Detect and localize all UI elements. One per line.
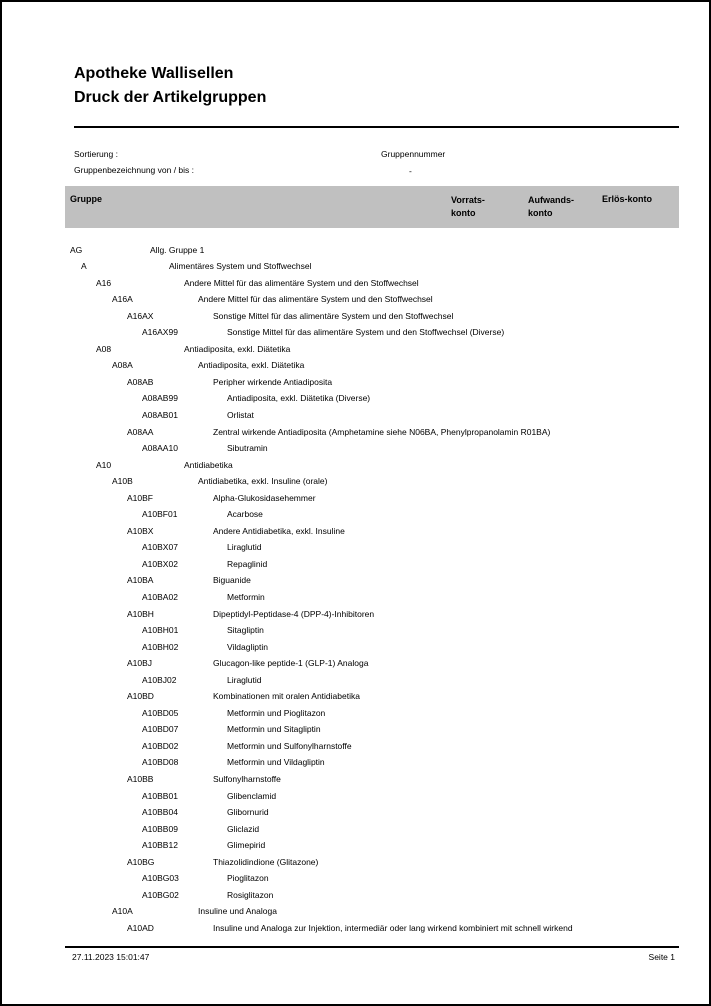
group-description: Sonstige Mittel für das alimentäre System und den Stoffwechsel (Diverse) <box>227 327 505 338</box>
group-description: Sitagliptin <box>227 625 264 636</box>
group-code: A10BD07 <box>142 724 179 735</box>
table-row <box>2 242 711 259</box>
sortierung-label: Sortierung : <box>74 149 118 159</box>
group-code: A10BB09 <box>142 823 178 834</box>
group-code: A08AB99 <box>142 393 178 404</box>
group-code: A10BF <box>127 492 153 503</box>
group-description: Zentral wirkende Antiadiposita (Amphetamine siehe N06BA, Phenylpropanolamin R01BA) <box>213 426 551 437</box>
table-row <box>2 358 711 375</box>
group-description: Antidiabetika <box>184 459 233 470</box>
table-row <box>2 507 711 524</box>
table-row <box>2 441 711 458</box>
table-row <box>2 639 711 656</box>
group-code: A10BD08 <box>142 757 179 768</box>
gruppennummer-value: - <box>409 166 412 176</box>
report-header <box>74 62 266 110</box>
group-code: A08AB01 <box>142 409 178 420</box>
group-code: A10BJ <box>127 658 153 669</box>
table-row <box>2 292 711 309</box>
group-description: Metformin und Sulfonylharnstoffe <box>227 740 352 751</box>
group-code: A10BB01 <box>142 790 178 801</box>
group-code: A10BJ02 <box>142 674 177 685</box>
table-row <box>2 887 711 904</box>
table-row <box>2 490 711 507</box>
group-description: Peripher wirkende Antiadiposita <box>213 376 333 387</box>
group-description: Rosiglitazon <box>227 889 274 900</box>
table-row <box>2 755 711 772</box>
group-code: A10BX <box>127 525 154 536</box>
table-row <box>2 275 711 292</box>
group-description: Allg. Gruppe 1 <box>150 244 205 255</box>
group-description: Insuline und Analoga <box>198 906 277 917</box>
table-row <box>2 424 711 441</box>
group-code: A16 <box>96 277 112 288</box>
table-row <box>2 805 711 822</box>
article-group-table <box>2 242 711 937</box>
table-row <box>2 689 711 706</box>
group-description: Alpha-Glukosidasehemmer <box>213 492 316 503</box>
table-row <box>2 606 711 623</box>
group-description: Insuline und Analoga zur Injektion, intermediär oder lang wirkend kombiniert mit schnell wirkend <box>213 922 573 933</box>
group-code: A16AX99 <box>142 327 178 338</box>
group-code: A10BD02 <box>142 740 179 751</box>
group-description: Liraglutid <box>227 542 262 553</box>
group-description: Gliclazid <box>227 823 260 834</box>
group-code: A10BB04 <box>142 807 178 818</box>
table-row <box>2 474 711 491</box>
group-description: Orlistat <box>227 409 254 420</box>
group-description: Metformin und Sitagliptin <box>227 724 321 735</box>
footer-divider <box>65 946 679 948</box>
group-code: A10BH01 <box>142 625 179 636</box>
column-header-erloeskonto: Erlös-konto <box>602 194 653 204</box>
group-code: A <box>81 261 87 272</box>
gruppennummer-label: Gruppennummer <box>381 149 446 159</box>
group-description: Liraglutid <box>227 674 262 685</box>
group-code: A16A <box>112 294 133 305</box>
group-code: A10BB <box>127 774 154 784</box>
group-code: A10BA <box>127 575 154 586</box>
table-row <box>2 722 711 739</box>
group-code: A08A <box>112 360 133 371</box>
group-description: Alimentäres System und Stoffwechsel <box>169 261 312 272</box>
gruppenbezeichnung-label: Gruppenbezeichnung von / bis : <box>74 165 195 175</box>
group-description: Kombinationen mit oralen Antidiabetika <box>213 691 360 702</box>
column-header-vorratskonto-line2: konto <box>451 208 476 218</box>
table-row <box>2 573 711 590</box>
table-row <box>2 341 711 358</box>
group-description: Antiadiposita, exkl. Diätetika (Diverse) <box>227 393 371 404</box>
group-description: Vildagliptin <box>227 641 268 652</box>
group-code: A10BG <box>127 856 155 867</box>
report-title: Apotheke Wallisellen <box>74 65 234 82</box>
group-description: Antiadiposita, exkl. Diätetika <box>198 360 305 371</box>
group-code: A16AX <box>127 310 154 321</box>
group-description: Glucagon-like peptide-1 (GLP-1) Analoga <box>213 658 369 669</box>
table-row <box>2 871 711 888</box>
group-description: Sulfonylharnstoffe <box>213 774 281 784</box>
group-code: A10AD <box>127 922 154 933</box>
table-row <box>2 623 711 640</box>
table-row <box>2 540 711 557</box>
group-description: Dipeptidyl-Peptidase-4 (DPP-4)-Inhibitoren <box>213 608 375 619</box>
column-header-aufwandskonto <box>528 194 574 220</box>
group-code: A10BX02 <box>142 558 178 569</box>
group-code: AG <box>70 244 83 255</box>
column-header-vorratskonto-line1: Vorrats- <box>451 195 485 205</box>
table-row <box>2 821 711 838</box>
group-description: Acarbose <box>227 509 263 520</box>
group-description: Biguanide <box>213 575 251 586</box>
column-header-aufwandskonto-line2: konto <box>528 208 553 218</box>
table-row <box>2 457 711 474</box>
column-header-gruppe: Gruppe <box>70 194 103 204</box>
table-row <box>2 656 711 673</box>
table-row <box>2 672 711 689</box>
column-header-aufwandskonto-line1: Aufwands- <box>528 195 574 205</box>
group-code: A10BA02 <box>142 591 178 602</box>
group-description: Sonstige Mittel für das alimentäre System und den Stoffwechsel <box>213 310 454 321</box>
group-description: Repaglinid <box>227 558 268 569</box>
group-description: Sibutramin <box>227 443 268 454</box>
group-code: A10BH02 <box>142 641 179 652</box>
report-subtitle: Druck der Artikelgruppen <box>74 89 267 106</box>
footer-page-number: Seite 1 <box>648 952 675 962</box>
group-description: Pioglitazon <box>227 873 269 884</box>
group-code: A10BF01 <box>142 509 178 520</box>
group-description: Antidiabetika, exkl. Insuline (orale) <box>198 476 328 487</box>
title-divider <box>74 126 679 128</box>
group-description: Andere Antidiabetika, exkl. Insuline <box>213 525 345 536</box>
table-row <box>2 920 711 937</box>
group-description: Andere Mittel für das alimentäre System und den Stoffwechsel <box>184 277 419 288</box>
group-code: A08 <box>96 343 112 354</box>
group-code: A08AA10 <box>142 443 178 454</box>
group-description: Metformin <box>227 591 265 602</box>
group-description: Metformin und Vildagliptin <box>227 757 325 768</box>
group-description: Andere Mittel für das alimentäre System und den Stoffwechsel <box>198 294 433 305</box>
table-row <box>2 407 711 424</box>
table-row <box>2 374 711 391</box>
group-code: A08AA <box>127 426 154 437</box>
group-description: Thiazolidindione (Glitazone) <box>213 856 319 867</box>
group-description: Glibenclamid <box>227 790 277 801</box>
group-code: A10B <box>112 476 133 487</box>
group-code: A10BG03 <box>142 873 179 884</box>
table-row <box>2 523 711 540</box>
group-code: A10BB12 <box>142 840 178 851</box>
group-code: A08AB <box>127 376 154 387</box>
table-row <box>2 788 711 805</box>
table-row <box>2 325 711 342</box>
group-code: A10A <box>112 906 133 917</box>
table-row <box>2 705 711 722</box>
table-row <box>2 308 711 325</box>
column-header-vorratskonto <box>451 194 485 220</box>
table-row <box>2 904 711 921</box>
group-code: A10BX07 <box>142 542 178 553</box>
table-row <box>2 391 711 408</box>
group-code: A10BH <box>127 608 154 619</box>
group-code: A10BG02 <box>142 889 179 900</box>
table-row <box>2 589 711 606</box>
group-description: Glibornurid <box>227 807 269 818</box>
table-row <box>2 556 711 573</box>
group-description: Glimepirid <box>227 840 266 851</box>
table-row <box>2 854 711 871</box>
table-row <box>2 738 711 755</box>
group-code: A10 <box>96 459 112 470</box>
column-header-bar <box>65 186 679 228</box>
group-description: Metformin und Pioglitazon <box>227 707 326 718</box>
table-row <box>2 772 711 789</box>
group-description: Antiadiposita, exkl. Diätetika <box>184 343 291 354</box>
group-code: A10BD <box>127 691 154 702</box>
group-code: A10BD05 <box>142 707 179 718</box>
table-row <box>2 259 711 276</box>
footer-timestamp: 27.11.2023 15:01:47 <box>72 952 150 962</box>
table-row <box>2 838 711 855</box>
